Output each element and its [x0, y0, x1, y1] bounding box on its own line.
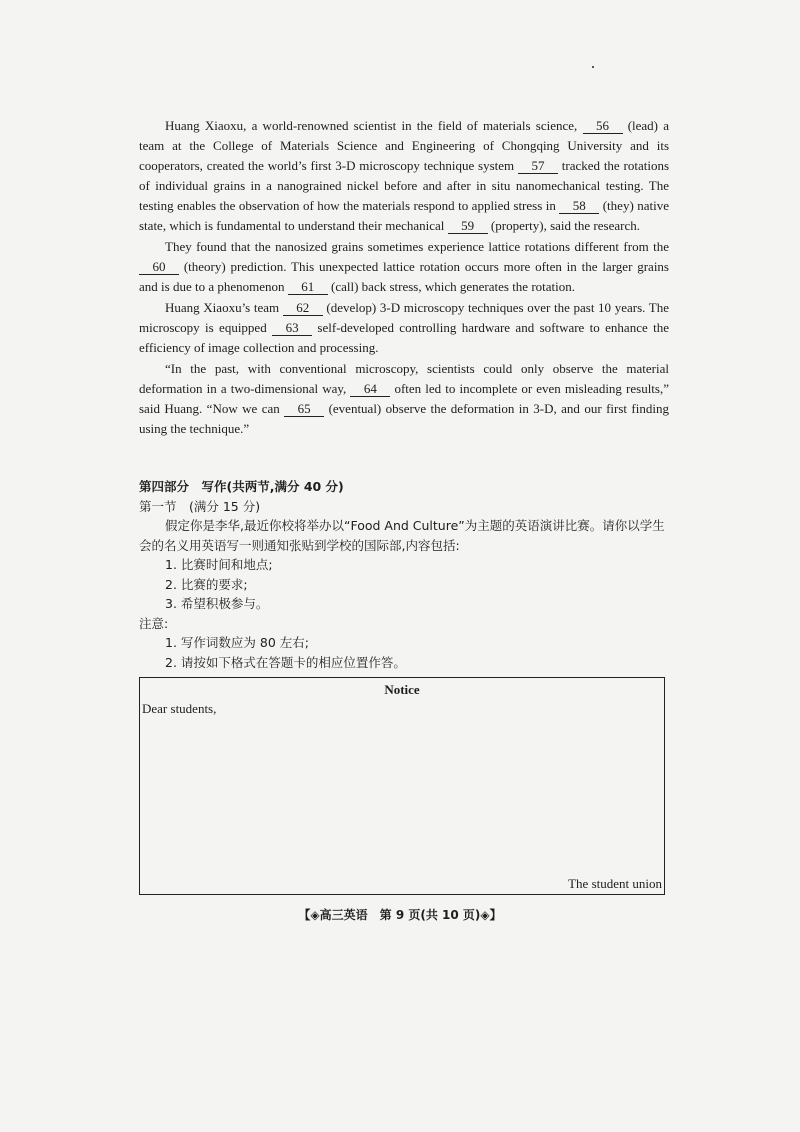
blank-65: 65 [284, 401, 324, 417]
blank-62: 62 [283, 300, 323, 316]
blank-60: 60 [139, 259, 179, 275]
passage-text: (they) native state, which is fundamental to understand their mechanical [139, 198, 669, 233]
content-point: 3. 希望积极参与。 [165, 596, 269, 611]
passage-text: tracked the rotations of individual grains in a nanograined nickel before and after in situ nanomechanical testing. The testing enables the observation of how the materials respond to applied stress in [139, 158, 669, 213]
passage-text: (call) back stress, which generates the rotation. [327, 279, 576, 294]
writing-section [139, 477, 669, 672]
paragraph-3 [139, 298, 669, 358]
blank-58: 58 [559, 198, 599, 214]
notice-greeting: Dear students, [142, 701, 217, 716]
passage-text: They found that the nanosized grains sometimes experience lattice rotations different from the [165, 239, 669, 254]
passage-text: (eventual) observe the deformation in 3-D, and our first finding using the technique.” [139, 401, 669, 436]
content-point: 2. 比赛的要求; [165, 576, 248, 592]
blank-59: 59 [448, 218, 488, 234]
blank-61: 61 [288, 279, 328, 295]
note-label: 注意: [139, 615, 169, 631]
note-item: 2. 请按如下格式在答题卡的相应位置作答。 [165, 654, 406, 670]
notice-answer-box [139, 677, 665, 895]
page-footer: 【◈高三英语 第 9 页(共 10 页)◈】 [298, 908, 502, 922]
passage-text: (theory) prediction. This unexpected lattice rotation occurs more often in the larger grains and is due to a phenomenon [139, 259, 669, 294]
content-point: 1. 比赛时间和地点; [165, 557, 273, 572]
passage-text: Huang Xiaoxu, a world-renowned scientist in the field of materials science, [165, 118, 583, 133]
passage-text: (lead) a team at the College of Materials Science and Engineering of Chongqing University and its cooperators, created the world’s first 3-D microscopy technique system [139, 118, 669, 173]
writing-prompt: 假定你是李华,最近你校将举办以“Food And Culture”为主题的英语演讲比赛。请你以学生会的名义用英语写一则通知张贴到学校的国际部,内容包括: [139, 518, 665, 553]
passage-text: self-developed controlling hardware and software to enhance the efficiency of image collection and processing. [139, 320, 669, 355]
paragraph-1 [139, 116, 669, 236]
blank-64: 64 [350, 381, 390, 397]
passage-text: (develop) 3-D microscopy techniques over the past 10 years. The microscopy is equipped [139, 300, 669, 335]
blank-56: 56 [583, 118, 623, 134]
passage-text: (property), said the research. [487, 218, 640, 233]
scan-speck [592, 66, 594, 68]
passage-text: “In the past, with conventional microscopy, scientists could only observe the material deformation in a two-dimensional way, [139, 361, 669, 396]
passage-text: Huang Xiaoxu’s team [165, 300, 283, 315]
notice-signature: The student union [568, 876, 662, 891]
cloze-passage [139, 116, 669, 440]
notice-title: Notice [384, 682, 420, 697]
paragraph-2 [139, 237, 669, 297]
paragraph-4 [139, 359, 669, 439]
passage-text: often led to incomplete or even misleading results,” said Huang. “Now we can [139, 381, 669, 416]
blank-57: 57 [518, 158, 558, 174]
part-heading: 第四部分 写作(共两节,满分 40 分) [139, 479, 344, 494]
section-heading: 第一节 (满分 15 分) [139, 498, 261, 514]
note-item: 1. 写作词数应为 80 左右; [165, 635, 309, 650]
blank-63: 63 [272, 320, 312, 336]
